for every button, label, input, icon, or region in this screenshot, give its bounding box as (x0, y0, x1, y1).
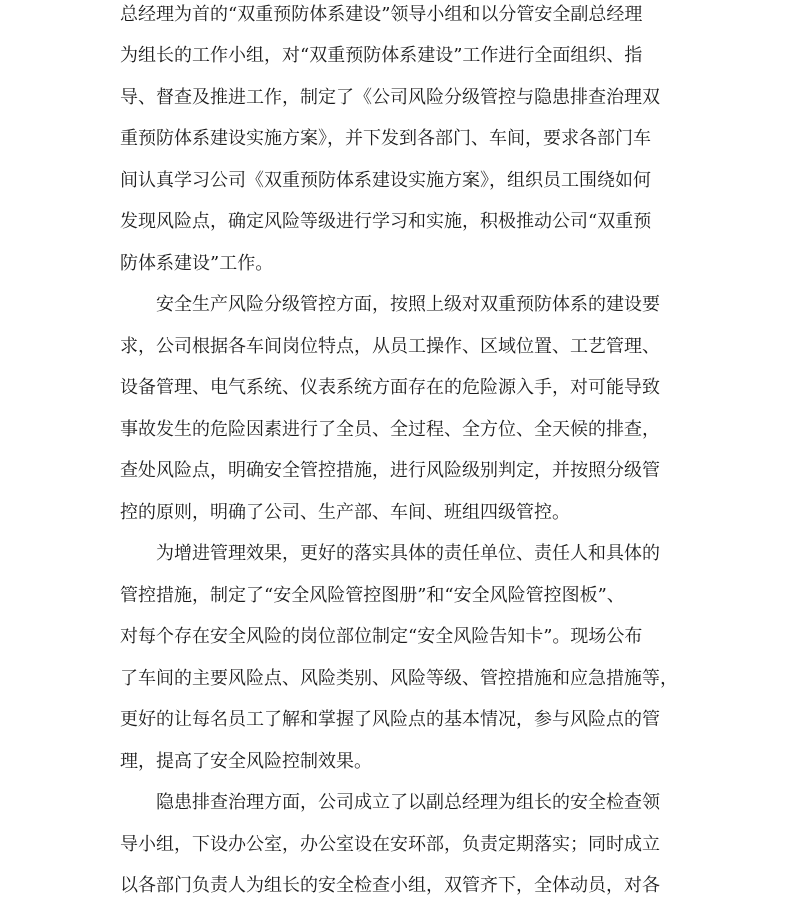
paragraph-1-line-4: 重预防体系建设实施方案》，并下发到各部门、车间，要求各部门车 (120, 128, 651, 149)
paragraph-2-line-4: 事故发生的危险因素进行了全员、全过程、全方位、全天候的排查， (120, 419, 660, 440)
paragraph-1-line-2: 为组长的工作小组，对“双重预防体系建设”工作进行全面组织、指 (120, 45, 643, 66)
paragraph-3-line-1: 为增进管理效果，更好的落实具体的责任单位、责任人和具体的 (156, 543, 660, 564)
paragraph-4-line-3: 以各部门负责人为组长的安全检查小组，双管齐下，全体动员，对各 (120, 875, 660, 896)
paragraph-3-line-5: 更好的让每名员工了解和掌握了风险点的基本情况，参与风险点的管 (120, 709, 660, 730)
paragraph-4-line-2: 导小组，下设办公室，办公室设在安环部，负责定期落实；同时成立 (120, 834, 660, 855)
paragraph-1-line-7: 防体系建设”工作。 (120, 253, 274, 274)
paragraph-3-line-6: 理，提高了安全风险控制效果。 (120, 751, 372, 772)
paragraph-2-line-3: 设备管理、电气系统、仪表系统方面存在的危险源入手，对可能导致 (120, 377, 660, 398)
paragraph-2-line-5: 查处风险点，明确安全管控措施，进行风险级别判定，并按照分级管 (120, 460, 660, 481)
paragraph-1-line-5: 间认真学习公司《双重预防体系建设实施方案》，组织员工围绕如何 (120, 170, 651, 191)
paragraph-4-line-1: 隐患排查治理方面，公司成立了以副总经理为组长的安全检查领 (156, 792, 660, 813)
paragraph-3-line-4: 了车间的主要风险点、风险类别、风险等级、管控措施和应急措施等， (120, 668, 678, 689)
paragraph-3-line-2: 管控措施，制定了“安全风险管控图册”和“安全风险管控图板”、 (120, 585, 625, 606)
paragraph-2-line-6: 控的原则，明确了公司、生产部、车间、班组四级管控。 (120, 502, 570, 523)
paragraph-1-line-1: 总经理为首的“双重预防体系建设”领导小组和以分管安全副总经理 (120, 4, 643, 25)
paragraph-1-line-6: 发现风险点，确定风险等级进行学习和实施，积极推动公司“双重预 (120, 211, 652, 232)
paragraph-2-line-1: 安全生产风险分级管控方面，按照上级对双重预防体系的建设要 (156, 294, 660, 315)
paragraph-1-line-3: 导、督查及推进工作，制定了《公司风险分级管控与隐患排查治理双 (120, 87, 660, 108)
paragraph-3-line-3: 对每个存在安全风险的岗位部位制定“安全风险告知卡”。现场公布 (120, 626, 643, 647)
paragraph-2-line-2: 求，公司根据各车间岗位特点，从员工操作、区域位置、工艺管理、 (120, 336, 660, 357)
